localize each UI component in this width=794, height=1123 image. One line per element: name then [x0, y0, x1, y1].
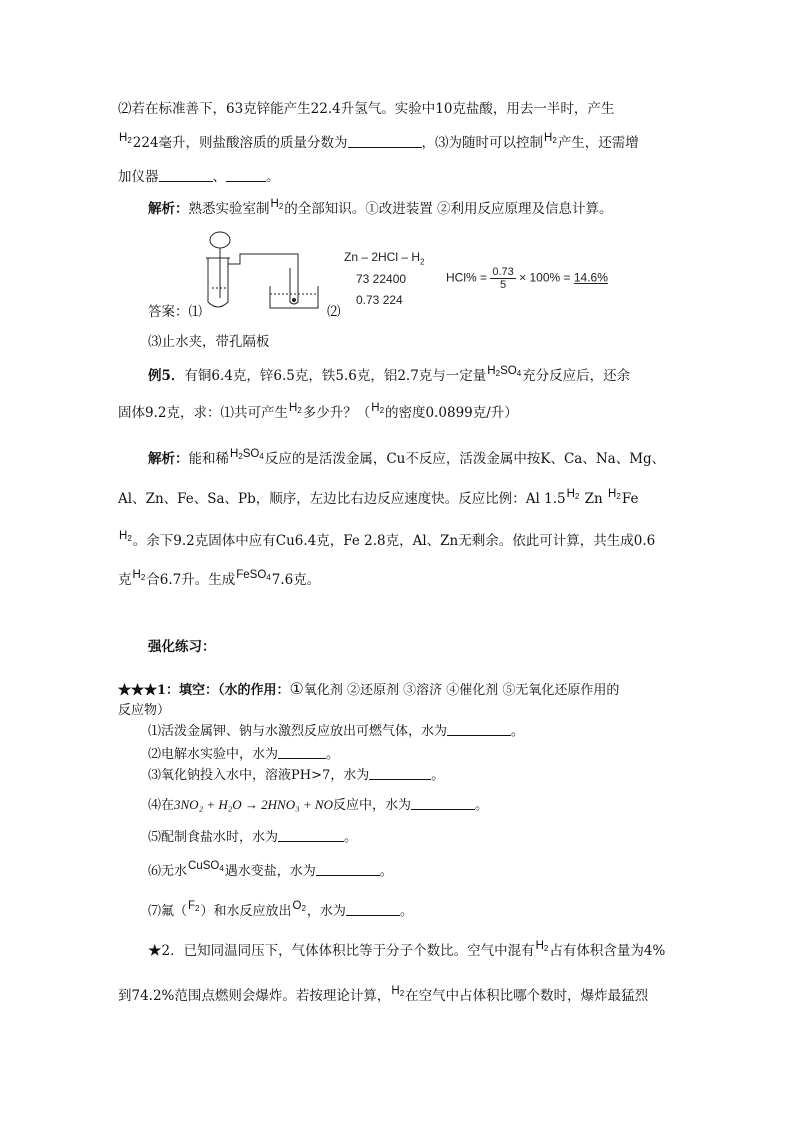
jiexi-2-a: 解析：能和稀$H_2SO_4$反应的是活泼金属，Cu不反应，活泼金属中按K、Ca、Na、Mg、 — [148, 448, 666, 467]
equation-line-3: 0.73 224 — [356, 293, 403, 307]
question-1-cont: 反应物） — [118, 703, 171, 718]
formula-h2: $H_2$ — [566, 488, 580, 501]
formula-f2: $F_2$ — [188, 900, 200, 913]
formula-h2: $H_2$ — [544, 132, 557, 145]
equation-line-2: 73 22400 — [356, 272, 407, 286]
example-5-a: 例5．有铜6.4克，锌6.5克，铁5.6克，铝2.7克与一定量$H_2SO_4$充分反应后，还余 — [148, 365, 631, 384]
formula-h2: $H_2$ — [535, 940, 549, 953]
q1-item-6: ⑹无水CuSO$_4$遇水变盐，水为 。 — [148, 860, 393, 879]
formula-cuso4: CuSO$_4$ — [188, 860, 224, 873]
answer-label-2: ⑵ — [327, 304, 341, 320]
formula-h2: $H_2$ — [132, 569, 146, 582]
formula-h2: $H_2$ — [288, 402, 302, 415]
answer-blank[interactable] — [447, 723, 511, 736]
q1-item-5: ⑸配制食盐水时，水为 。 — [148, 830, 358, 845]
formula-h2: $H_2$ — [119, 530, 132, 543]
question-1: ★★★1：填空：（水的作用：①氧化剂 ②还原剂 ③溶济 ④催化剂 ⑤无氧化还原作用的 — [118, 679, 620, 698]
para-1c: 加仪器 、 。 — [118, 169, 280, 185]
q1-item-4: ⑷在3NO₂ + H₂O → 2HNO₃ + NO反应中，水为 。 — [148, 797, 488, 813]
answer-blank[interactable] — [369, 767, 431, 780]
answer-blank[interactable] — [316, 863, 380, 876]
answer-blank[interactable] — [278, 829, 344, 842]
q1-item-1: ⑴活泼金属钾、钠与水激烈反应放出可燃气体，水为 。 — [148, 724, 525, 739]
answer-blank[interactable] — [411, 797, 475, 810]
answer-blank[interactable] — [348, 135, 422, 148]
para-1a: ⑵若在标准善下，63克锌能产生22.4升氢气。实验中10克盐酸，用去一半时，产生 — [118, 101, 615, 117]
formula-o2: $O_2$ — [292, 900, 306, 913]
fraction: $\frac{0.73}{5}$ — [492, 266, 514, 291]
jiexi-2-c: $H_2$。余下9.2克固体中应有Cu6.4克，Fe 2.8克，Al、Zn无剩余。依此可计算，共生成0.6 — [119, 530, 656, 549]
answer-blank[interactable] — [346, 903, 400, 916]
formula-h2: $H_2$ — [371, 402, 385, 415]
answer-blank[interactable] — [159, 169, 213, 182]
answer-blank[interactable] — [278, 746, 326, 759]
equation-line-1: Zn – $2HCl - H_2$ — [344, 250, 425, 267]
formula-h2: $H_2$ — [608, 488, 621, 501]
q1-item-2: ⑵电解水实验中，水为 。 — [148, 747, 340, 762]
example-5-b: 固体9.2克，求：⑴共可产生$H_2$多少升？（$H_2$的密度0.0899克/升） — [118, 402, 518, 421]
reaction-equation: 3NO₂ + H₂O → 2HNO₃ + NO — [174, 797, 333, 812]
formula-h2so4: $H_2SO_4$ — [230, 448, 264, 461]
jiexi-2-d: 克$H_2$合6.7升。生成FeSO$_4$7.6克。 — [118, 569, 321, 588]
section-heading: 强化练习： — [148, 639, 216, 655]
hcl-calculation: HCl% = $\frac{0.73}{5}$ × 100% = 14.6% — [446, 266, 608, 291]
answer-3: ⑶止水夹，带孔隔板 — [148, 334, 270, 350]
jiexi-2-b: Al、Zn、Fe、Sa、Pb，顺序，左边比右边反应速度快。反应比例：Al $1.5H_2$ Zn $H_2Fe$ — [118, 488, 639, 507]
q1-item-7: ⑺氟$(F_2)$和水反应放出$O_2$，水为 。 — [148, 900, 413, 919]
formula-h2: $H_2$ — [270, 198, 284, 211]
question-2-a: ★2．已知同温同压下，气体体积比等于分子个数比。空气中混有$H_2$占有体积含量为4% — [148, 940, 666, 959]
formula-h2so4: $H_2SO_4$ — [487, 365, 522, 378]
answer-label: 答案：⑴ — [148, 304, 202, 320]
question-2-b: 到74.2%范围点燃则会爆炸。若按理论计算，$H_2$在空气中占体积比哪个数时，爆炸最猛烈 — [118, 985, 649, 1004]
answer-blank[interactable] — [226, 169, 266, 182]
jiexi-1: 解析：熟悉实验室制$H_2$的全部知识。①改进装置 ②利用反应原理及信息计算。 — [148, 198, 613, 217]
q1-item-3: ⑶氧化钠投入水中，溶液PH>7，水为 。 — [148, 768, 445, 783]
formula-h2: $H_2$ — [119, 132, 132, 145]
para-1b: $H_2224$毫升，则盐酸溶质的质量分数为 ，⑶为随时可以控制$H_2$产生，还需增 — [119, 132, 639, 151]
formula-feso4: FeSO$_4$ — [236, 569, 271, 582]
formula-h2: $H_2$ — [391, 985, 405, 998]
apparatus-diagram — [200, 228, 330, 314]
